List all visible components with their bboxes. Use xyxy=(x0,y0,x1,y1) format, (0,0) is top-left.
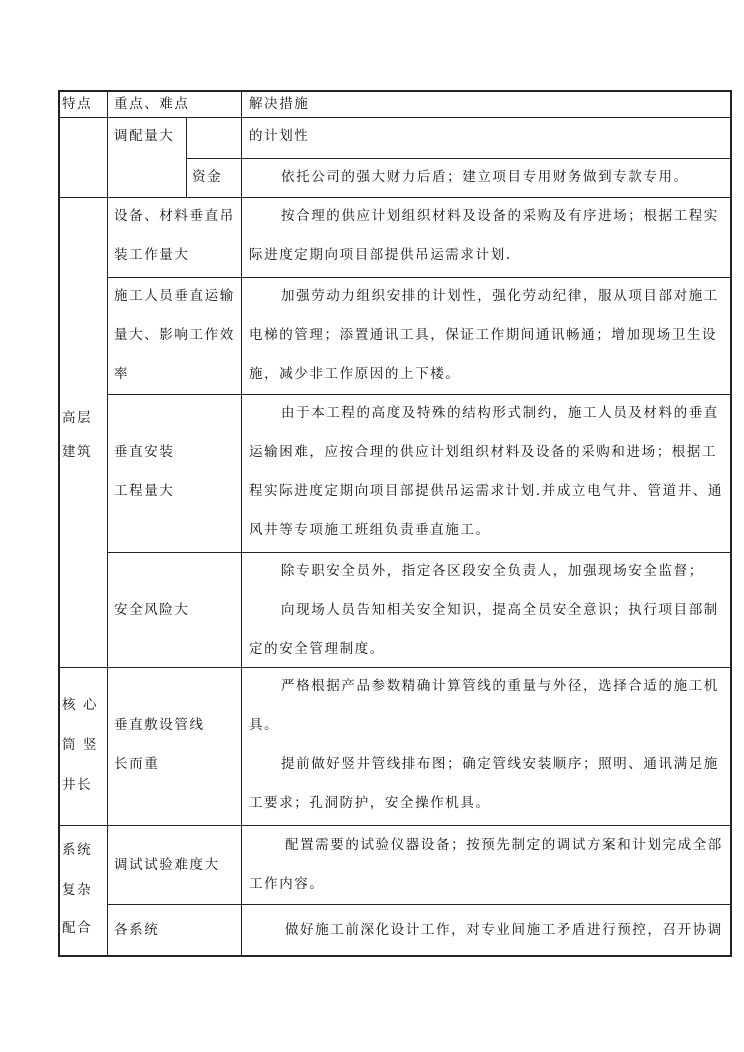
row-divider xyxy=(107,394,732,395)
measure-line: 程实际进度定期向项目部提供吊运需求计划.并成立电气井、管道井、通 xyxy=(249,483,723,499)
measure-line: 加强劳动力组织安排的计划性，强化劳动纪律，服从项目部对施工 xyxy=(281,288,719,304)
row-divider xyxy=(58,197,732,198)
key-point: 调配量大 xyxy=(114,128,175,144)
measure-line: 电梯的管理；添置通讯工具，保证工作期间通讯畅通；增加现场卫生设 xyxy=(249,327,718,343)
measure-line: 具。 xyxy=(249,717,280,733)
table-border-left xyxy=(58,90,60,957)
measure-line: 施，减少非工作原因的上下楼。 xyxy=(249,366,461,382)
category-label: 复杂 xyxy=(62,882,93,898)
table-border-right xyxy=(730,90,732,957)
row-divider xyxy=(58,825,732,826)
measure-line: 风井等专项施工班组负责垂直施工。 xyxy=(249,522,491,538)
key-point: 施工人员垂直运输 xyxy=(114,288,235,304)
key-point: 量大、影响工作效 xyxy=(114,327,235,343)
table-border-top xyxy=(58,90,732,92)
measure-line: 依托公司的强大财力后盾；建立项目专用财务做到专款专用。 xyxy=(281,169,689,185)
row-divider xyxy=(58,117,732,118)
measure-line: 向现场人员告知相关安全知识，提高全员安全意识；执行项目部制 xyxy=(281,602,719,618)
key-point: 垂直安装 xyxy=(114,444,175,460)
table-border-bottom xyxy=(58,955,732,957)
key-point: 设备、材料垂直吊 xyxy=(114,208,235,224)
header-feature: 特点 xyxy=(62,96,93,112)
measure-line: 工要求；孔洞防护，安全操作机具。 xyxy=(249,795,491,811)
key-point: 工程量大 xyxy=(114,483,175,499)
measure-line: 定的安全管理制度。 xyxy=(249,641,385,657)
key-point: 率 xyxy=(114,366,130,382)
key-point: 长而重 xyxy=(114,756,160,772)
category-label: 核 心 xyxy=(62,697,99,713)
key-point: 各系统 xyxy=(114,922,160,938)
sub-key-point: 资金 xyxy=(192,169,223,185)
measure-line: 工作内容。 xyxy=(249,876,325,892)
col-divider xyxy=(186,117,187,197)
row-divider xyxy=(58,667,732,668)
key-point: 调试试验难度大 xyxy=(114,857,220,873)
row-divider xyxy=(107,904,732,905)
measure-line: 配置需要的试验仪器设备；按预先制定的调试方案和计划完成全部 xyxy=(285,837,723,853)
measure-line: 做好施工前深化设计工作，对专业间施工矛盾进行预控，召开协调 xyxy=(285,922,723,938)
key-point: 垂直敷设管线 xyxy=(114,717,205,733)
category-label: 配合 xyxy=(62,920,93,936)
col-divider xyxy=(107,90,108,957)
measure-line: 的计划性 xyxy=(249,128,310,144)
row-divider xyxy=(107,277,732,278)
measure-line: 严格根据产品参数精确计算管线的重量与外径，选择合适的施工机 xyxy=(281,678,719,694)
header-key-points: 重点、难点 xyxy=(114,96,190,112)
category-label: 筒 竖 xyxy=(62,737,99,753)
category-label: 井长 xyxy=(62,777,93,793)
category-label: 系统 xyxy=(62,842,93,858)
measure-line: 除专职安全员外，指定各区段安全负责人，加强现场安全监督； xyxy=(281,563,704,579)
category-label: 高层 xyxy=(62,410,93,426)
category-label: 建筑 xyxy=(62,444,93,460)
measure-line: 际进度定期向项目部提供吊运需求计划. xyxy=(249,247,512,263)
measure-line: 提前做好竖井管线排布图；确定管线安装顺序；照明、通讯满足施 xyxy=(281,756,719,772)
measure-line: 按合理的供应计划组织材料及设备的采购及有序进场；根据工程实 xyxy=(281,208,719,224)
col-divider xyxy=(241,90,242,957)
measure-line: 运输困难，应按合理的供应计划组织材料及设备的采购和进场；根据工 xyxy=(249,444,718,460)
row-divider xyxy=(107,552,732,553)
key-point: 安全风险大 xyxy=(114,602,190,618)
measure-line: 由于本工程的高度及特殊的结构形式制约，施工人员及材料的垂直 xyxy=(281,405,719,421)
key-point: 装工作量大 xyxy=(114,247,190,263)
row-divider xyxy=(186,158,732,159)
header-measures: 解决措施 xyxy=(249,96,310,112)
